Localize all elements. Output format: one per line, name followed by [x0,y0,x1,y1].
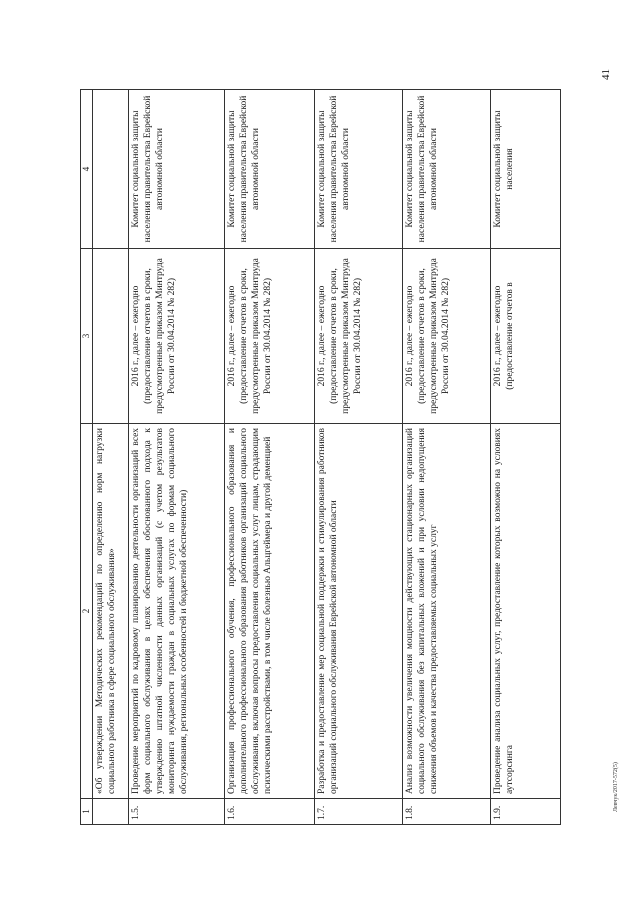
row-executor: Комитет социальной защиты населения правительства Еврейской автономной области [403,90,491,249]
page-number: 41 [600,69,612,80]
header-col-2: 2 [81,424,93,799]
cell-continuation-text: «Об утверждении Методических рекомендаций по определению норм нагрузки социального работника в сфере социального обслуживания» [93,424,129,799]
header-col-3: 3 [81,249,93,424]
measures-table [80,89,561,825]
table-row-continuation [93,90,129,825]
row-term: 2016 г., далее – ежегодно (предоставление отчетов в сроки, предусмотренные приказом Минтруда России от 30.04.2014 № 282) [129,249,225,424]
row-number: 1.7. [315,799,403,825]
row-number: 1.5. [129,799,225,825]
rotated-table-frame [80,90,590,825]
row-term: 2016 г., далее – ежегодно (предоставление отчетов в сроки, предусмотренные приказом Минтруда России от 30.04.2014 № 282) [315,249,403,424]
row-executor: Комитет социальной защиты населения [491,90,561,249]
table-row [129,90,225,825]
table-row [225,90,315,825]
row-term: 2016 г., далее – ежегодно (предоставление отчетов в сроки, предусмотренные приказом Минтруда России от 30.04.2014 № 282) [225,249,315,424]
row-number: 1.6. [225,799,315,825]
row-activity: Проведение мероприятий по кадровому планированию деятельности организаций всех форм социального обслуживания в целях обеспечения обоснованного подхода к утверждению штатной численности данных организаций (с учетом результатов мониторинга нуждаемости граждан в социальных услугах по формам социального обслуживания, региональных особенностей и бюджетной обеспеченности) [129,424,225,799]
row-executor: Комитет социальной защиты населения правительства Еврейской автономной области [315,90,403,249]
header-col-4: 4 [81,90,93,249]
row-term: 2016 г., далее – ежегодно (предоставление отчетов в сроки, предусмотренные приказом Минтруда России от 30.04.2014 № 282) [403,249,491,424]
table-row [491,90,561,825]
row-executor: Комитет социальной защиты населения правительства Еврейской автономной области [225,90,315,249]
table-header-row [81,90,93,825]
row-activity: Разработка и предоставление мер социальной поддержки и стимулирования работников организаций социального обслуживания Еврейской автономной области [315,424,403,799]
row-executor: Комитет социальной защиты населения правительства Еврейской автономной области [129,90,225,249]
cell-empty [93,90,129,249]
footer-code: Левчук/2017-572(5) [613,762,619,812]
row-activity: Анализ возможности увеличения мощности действующих стационарных организаций социального обслуживания без капитальных вложений и при условии недопущения снижения объемов и качества предоставляемых социальных услуг [403,424,491,799]
row-number: 1.9. [491,799,561,825]
cell-empty [93,249,129,424]
row-term: 2016 г., далее – ежегодно (предоставление отчетов в [491,249,561,424]
row-activity: Проведение анализа социальных услуг, предоставление которых возможно на условиях аутсорсинга [491,424,561,799]
row-activity: Организация профессионального обучения, профессионального образования и дополнительного профессионального образования работников организаций социального обслуживания, включая вопросы предоставления социальных услуг лицам, страдающим психическими расстройствами, в том числе болезнью Альцгеймера и другой деменцией [225,424,315,799]
cell-empty [93,799,129,825]
row-number: 1.8. [403,799,491,825]
table-row [403,90,491,825]
header-col-1: 1 [81,799,93,825]
table-row [315,90,403,825]
